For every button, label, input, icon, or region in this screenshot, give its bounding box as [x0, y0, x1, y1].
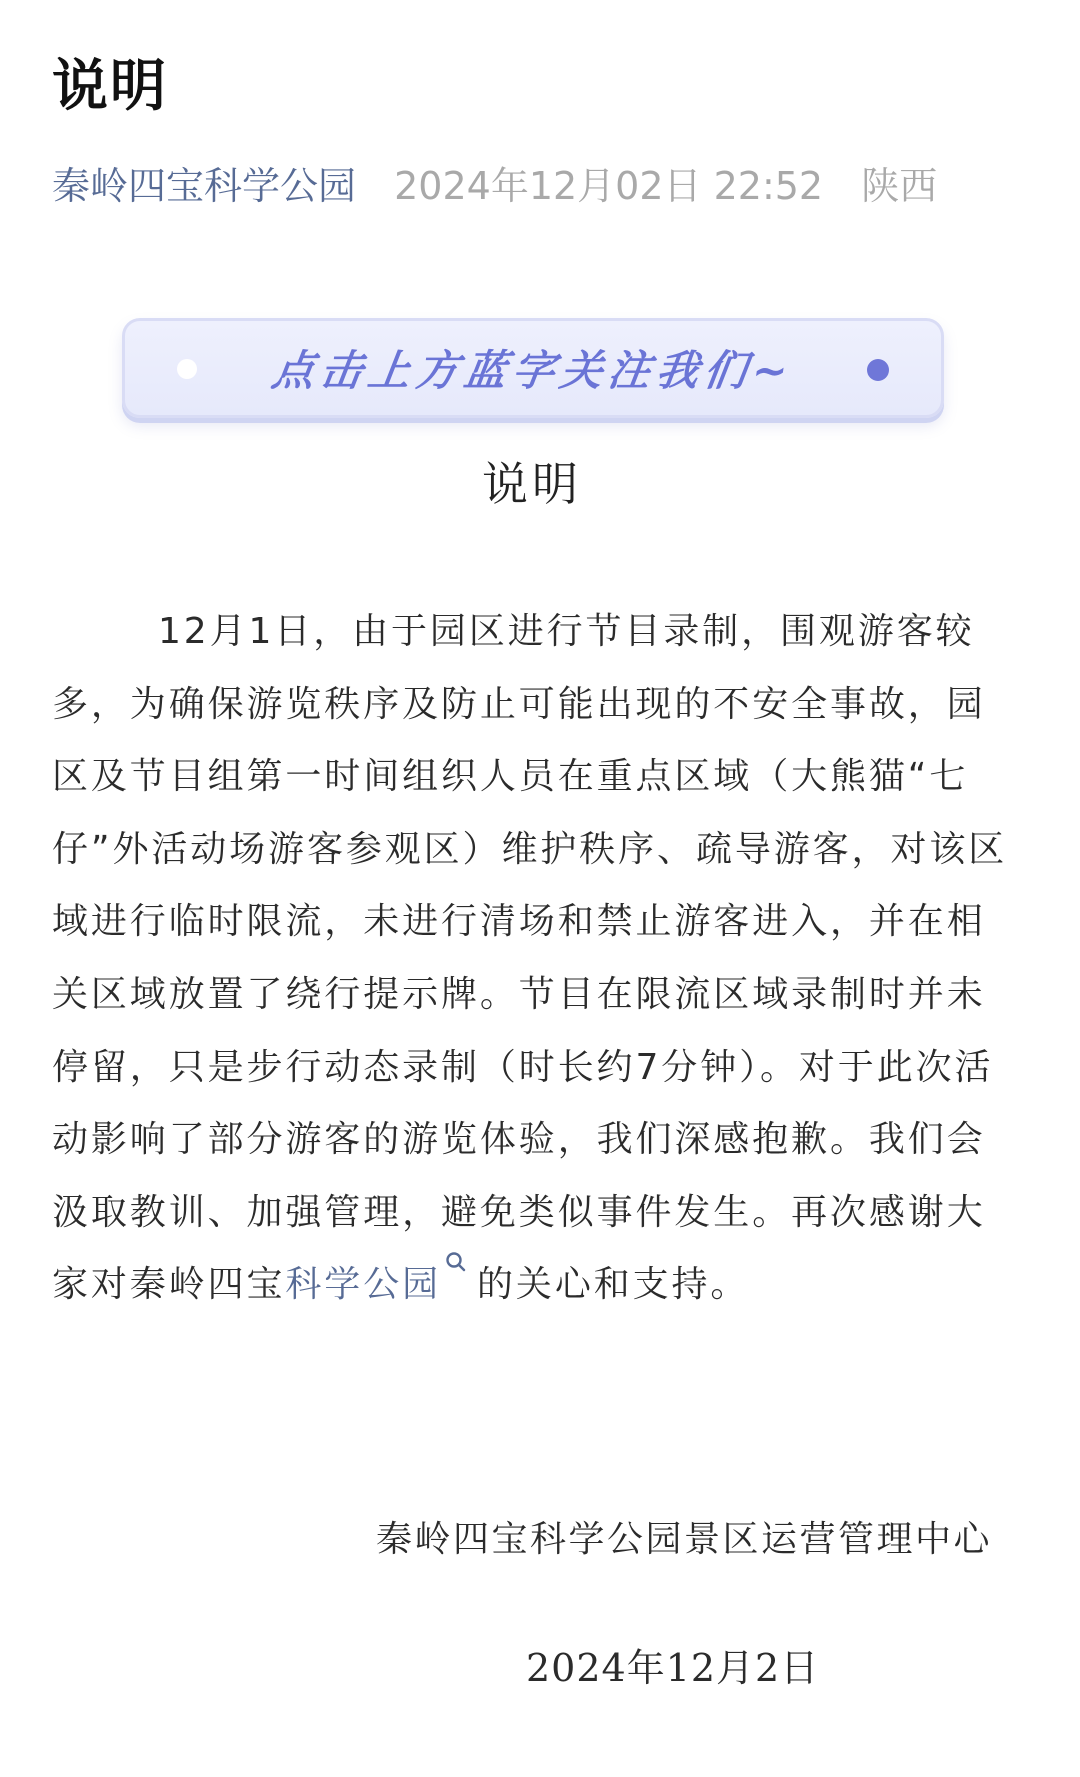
- search-icon[interactable]: [445, 1251, 467, 1281]
- follow-us-banner[interactable]: [122, 318, 944, 418]
- article-title: 说明: [52, 54, 168, 119]
- last-line-prefix: 家对秦岭四宝: [52, 1264, 286, 1306]
- body-line: 关区域放置了绕行提示牌。节目在限流区域录制时并未: [52, 973, 986, 1015]
- body-line: 仔”外活动场游客参观区）维护秩序、疏导游客，对该区: [52, 828, 1008, 870]
- banner-dot-right-icon: [867, 359, 889, 381]
- body-line: 域进行临时限流，未进行清场和禁止游客进入，并在相: [52, 901, 986, 943]
- body-line: 12月1日，由于园区进行节目录制，围观游客较: [158, 611, 975, 652]
- body-line: 区及节目组第一时间组织人员在重点区域（大熊猫“七: [52, 756, 969, 798]
- last-line-suffix: 的关心和支持。: [477, 1264, 750, 1306]
- publish-location: 陕西: [861, 164, 938, 208]
- science-park-keyword-link[interactable]: 科学公园: [285, 1264, 442, 1306]
- body-line-last: [52, 1249, 1020, 1322]
- signature-organization: 秦岭四宝科学公园景区运营管理中心: [375, 1519, 992, 1560]
- article-meta: [52, 158, 937, 214]
- body-line: 动影响了部分游客的游览体验，我们深感抱歉。我们会: [52, 1119, 986, 1161]
- body-line: 汲取教训、加强管理，避免类似事件发生。再次感谢大: [52, 1191, 986, 1233]
- statement-body: [52, 596, 1020, 1322]
- statement-heading: 说明: [482, 457, 582, 511]
- account-name-link[interactable]: 秦岭四宝科学公园: [52, 164, 357, 208]
- publish-date: 2024年12月02日 22:52: [394, 164, 824, 208]
- body-line: 多，为确保游览秩序及防止可能出现的不安全事故，园: [52, 683, 986, 725]
- signature-date: 2024年12月2日: [526, 1646, 820, 1690]
- follow-us-text: 点击上方蓝字关注我们~: [269, 346, 798, 395]
- body-line: 停留，只是步行动态录制（时长约7分钟）。对于此次活: [52, 1046, 994, 1088]
